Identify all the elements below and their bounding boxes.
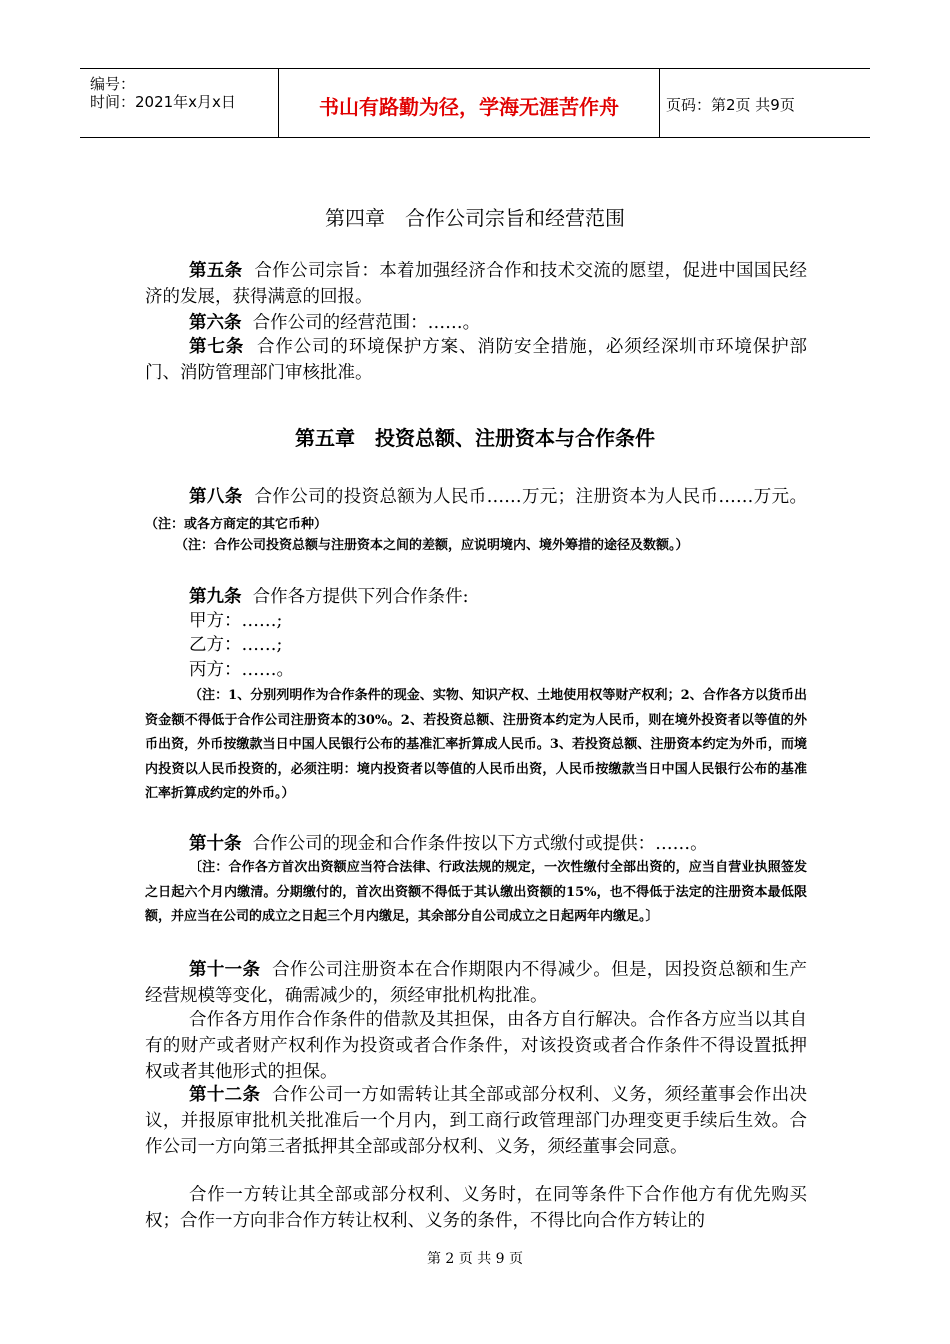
article-8-inline-note: （注：或各方商定的其它币种） [145, 517, 328, 532]
party-c: 丙方：……。 [189, 660, 294, 680]
article-6-label: 第六条 [189, 313, 242, 333]
article-7-text: 合作公司的环境保护方案、消防安全措施，必须经深圳市环境保护部门、消防管理部门审核批准。 [145, 337, 807, 383]
article-11-text: 合作公司注册资本在合作期限内不得减少。但是，因投资总额和生产经营规模等变化，确需减少的，须经审批机构批准。 [145, 960, 807, 1006]
party-a: 甲方：……; [189, 611, 283, 631]
article-8-note: （注：合作公司投资总额与注册资本之间的差额，应说明境内、境外筹措的途径及数额。） [175, 538, 689, 553]
header-page-cell [660, 69, 870, 137]
article-12 [145, 1082, 807, 1160]
article-9-text: 合作各方提供下列合作条件: [252, 587, 469, 607]
article-10-text: 合作公司的现金和合作条件按以下方式缴付或提供：……。 [252, 834, 708, 854]
article-10 [145, 831, 807, 857]
header-motto: 书山有路勤为径，学海无涯苦作舟 [319, 95, 619, 119]
party-b: 乙方：……; [189, 635, 283, 655]
header-page-code: 页码：第2页 共9页 [666, 96, 795, 114]
article-8-text: 合作公司的投资总额为人民币……万元；注册资本为人民币……万元。 [254, 487, 807, 507]
article-7 [145, 334, 807, 386]
article-10-note: 〔注：合作各方首次出资额应当符合法律、行政法规的规定，一次性缴付全部出资的，应当自营业执照签发之日起六个月内缴清。分期缴付的，首次出资额不得低于其认缴出资额的15%，也不得低于法定的注册资本最低限额，并应当在公司的成立之日起三个月内缴足，其余部分自公司成立之日起两年内缴足。〕 [145, 860, 807, 924]
article-5 [145, 258, 807, 310]
document-number-label: 编号： [90, 75, 136, 93]
article-8-label: 第八条 [189, 487, 243, 507]
article-11-label: 第十一条 [189, 960, 261, 980]
article-7-label: 第七条 [189, 337, 245, 357]
header-motto-cell [279, 69, 660, 137]
article-9 [145, 584, 807, 610]
header-info-cell [80, 69, 279, 137]
article-6 [145, 310, 807, 336]
article-5-label: 第五条 [189, 261, 243, 281]
article-10-label: 第十条 [189, 834, 242, 854]
chapter-4-title: 第四章 合作公司宗旨和经营范围 [325, 206, 625, 230]
article-12-label: 第十二条 [189, 1085, 261, 1105]
guarantee-paragraph: 合作各方用作合作条件的借款及其担保，由各方自行解决。合作各方应当以其自有的财产或者财产权利作为投资或者合作条件，对该投资或者合作条件不得设置抵押权或者其他形式的担保。 [145, 1010, 807, 1082]
article-11 [145, 957, 807, 1009]
transfer-paragraph: 合作一方转让其全部或部分权利、义务时，在同等条件下合作他方有优先购买权；合作一方向非合作方转让权利、义务的条件，不得比向合作方转让的 [145, 1185, 807, 1231]
article-9-note: （注：1、分别列明作为合作条件的现金、实物、知识产权、土地使用权等财产权利；2、合作各方以货币出资金额不得低于合作公司注册资本的30%。2、若投资总额、注册资本约定为人民币，则在境外投资者以等值的外币出资，外币按缴款当日中国人民银行公布的基准汇率折算成人民币。3、若投资总额、注册资本约定为外币，而境内投资以人民币投资的，必须注明：境内投资者以等值的人民币出资，人民币按缴款当日中国人民银行公布的基准汇率折算成约定的外币。） [145, 688, 807, 801]
page-footer: 第 2 页 共 9 页 [426, 1251, 524, 1267]
chapter-5-title: 第五章 投资总额、注册资本与合作条件 [295, 426, 655, 450]
page-header [80, 68, 870, 138]
article-12-text: 合作公司一方如需转让其全部或部分权利、义务，须经董事会作出决议，并报原审批机关批准后一个月内，到工商行政管理部门办理变更手续后生效。合作公司一方向第三者抵押其全部或部分权利、义务，须经董事会同意。 [145, 1085, 807, 1157]
article-5-text: 合作公司宗旨：本着加强经济合作和技术交流的愿望，促进中国国民经济的发展，获得满意的回报。 [145, 261, 808, 307]
article-6-text: 合作公司的经营范围：……。 [252, 313, 481, 333]
article-9-label: 第九条 [189, 587, 242, 607]
document-time-label: 时间：2021年x月x日 [90, 93, 236, 111]
article-8 [145, 484, 807, 538]
